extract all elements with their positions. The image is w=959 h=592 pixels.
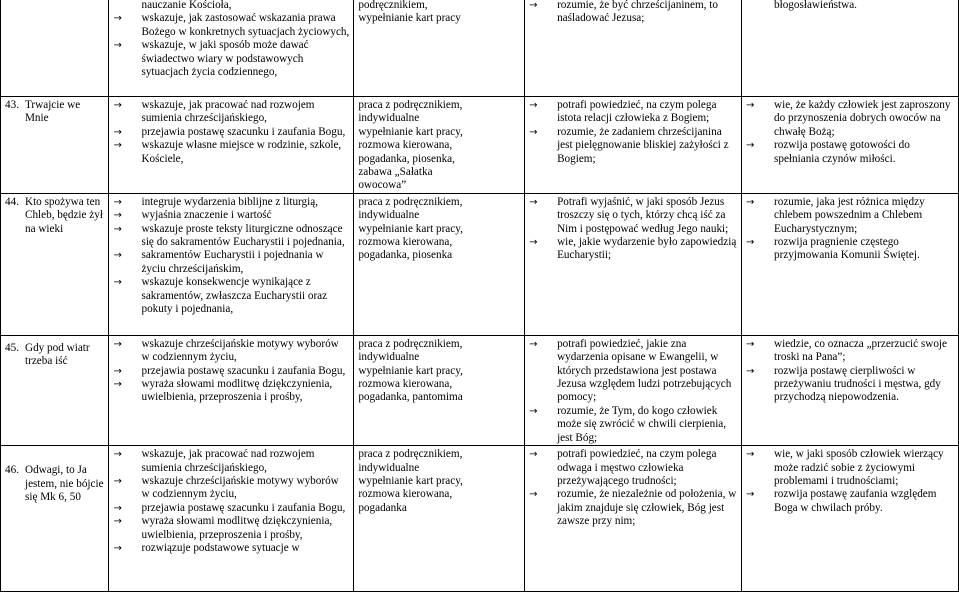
arrow-bullet-icon: → bbox=[113, 475, 122, 487]
methods-cell bbox=[354, 97, 525, 194]
bullet-text: rozwiązuje podstawowe sytuacje w bbox=[141, 541, 300, 554]
methods-cell bbox=[354, 0, 525, 97]
outcomes-cell bbox=[525, 97, 742, 194]
bullet-item bbox=[113, 448, 349, 475]
bullet-text: rozwija postawę gotowości do spełniania czynów miłości. bbox=[774, 139, 910, 165]
lesson-title: Gdy pod wiatr trzeba iść bbox=[24, 341, 90, 368]
bullet-list bbox=[113, 448, 349, 555]
bullet-item bbox=[113, 378, 349, 405]
bullet-text: wyraża słowami modlitwę dziękczynienia, uwielbienia, przeproszenia i prośby, bbox=[141, 378, 333, 404]
lesson-heading bbox=[5, 99, 104, 126]
bullet-list bbox=[113, 338, 349, 405]
bullet-list bbox=[746, 99, 954, 166]
arrow-bullet-icon: → bbox=[113, 379, 122, 391]
bullet-text: wskazuje chrześcijańskie motywy wyborów w codziennym życiu, bbox=[141, 337, 339, 364]
lesson-cell bbox=[1, 446, 109, 592]
bullet-item bbox=[529, 236, 737, 263]
bullet-list bbox=[746, 448, 954, 515]
arrow-bullet-icon: → bbox=[113, 210, 122, 222]
bullet-text: rozumie, że być chrześcijaninem, to naśladować Jezusa; bbox=[557, 0, 718, 25]
lesson-title: Trwajcie we Mnie bbox=[24, 99, 81, 125]
lesson-heading bbox=[5, 464, 104, 504]
bullet-text: rozumie, że niezależnie od położenia, w jakim znajduje się człowiek, Bóg jest zawsze przy nim; bbox=[557, 488, 737, 528]
bullet-item bbox=[113, 99, 349, 126]
bullet-list bbox=[529, 196, 737, 263]
arrow-bullet-icon: → bbox=[529, 449, 538, 461]
lesson-number: 46. bbox=[5, 464, 19, 477]
arrow-bullet-icon: → bbox=[113, 502, 122, 514]
bullet-text: wskazuje, w jaki sposób może dawać świadectwo wiary w podstawowych sytuacjach życia codziennego, bbox=[141, 39, 309, 79]
bullet-text: wiedzie, co oznacza „przerzucić swoje troski na Pana”; bbox=[774, 337, 948, 364]
arrow-bullet-icon: → bbox=[529, 405, 538, 417]
bullet-item bbox=[746, 448, 954, 488]
bullet-item bbox=[113, 0, 349, 12]
bullet-text: przejawia postawę szacunku i zaufania Bogu, bbox=[141, 501, 346, 514]
lesson-title: Odwagi, to Ja jestem, nie bójcie się Mk 6, 50 bbox=[24, 464, 104, 503]
bullet-item bbox=[113, 338, 349, 365]
bullet-list bbox=[746, 338, 954, 405]
bullet-text: integruje wydarzenia biblijne z liturgią, bbox=[141, 195, 319, 208]
objectives-cell bbox=[109, 0, 354, 97]
methods-text: praca z podręcznikiem, indywidualne wypełnianie kart pracy, rozmowa kierowana, pogadanka, pantomima bbox=[358, 337, 463, 404]
bullet-text: rozwija postawę cierpliwości w przeżywaniu trudności i męstwa, gdy przychodzą niepowodzenia. bbox=[774, 364, 941, 404]
table-row bbox=[1, 193, 959, 335]
bullet-item bbox=[529, 99, 737, 126]
bullet-item bbox=[113, 209, 349, 222]
objectives-cell bbox=[109, 97, 354, 194]
bullet-list bbox=[113, 0, 349, 79]
arrow-bullet-icon: → bbox=[529, 196, 538, 208]
table-row bbox=[1, 335, 959, 445]
bullet-item bbox=[746, 139, 954, 166]
bullet-item bbox=[113, 475, 349, 502]
bullet-item bbox=[746, 0, 954, 12]
bullet-item bbox=[529, 196, 737, 236]
bullet-item bbox=[529, 338, 737, 405]
attitudes-cell bbox=[742, 446, 959, 592]
bullet-text: wskazuje proste teksty liturgiczne odnoszące się do sakramentów Eucharystii i pojednania, bbox=[141, 222, 345, 249]
bullet-text: potrafi powiedzieć, na czym polega istota relacji człowieka z Bogiem; bbox=[557, 99, 717, 125]
bullet-text: potrafi powiedzieć, na czym polega odwaga i męstwo człowieka przeżywającego trudności; bbox=[557, 448, 717, 487]
bullet-item bbox=[529, 488, 737, 528]
bullet-list bbox=[529, 99, 737, 166]
bullet-text: wskazuje własne miejsce w rodzinie, szkole, Kościele, bbox=[141, 139, 342, 165]
attitudes-cell bbox=[742, 335, 959, 445]
methods-text: praca z podręcznikiem, indywidualne wypełnianie kart pracy, rozmowa kierowana, pogadanka, piosenka, zabawa „Sałatka owocowa” bbox=[358, 99, 463, 192]
bullet-item bbox=[113, 223, 349, 250]
bullet-list bbox=[529, 448, 737, 528]
arrow-bullet-icon: → bbox=[113, 365, 122, 377]
bullet-list bbox=[746, 196, 954, 263]
arrow-bullet-icon: → bbox=[746, 140, 755, 152]
arrow-bullet-icon: → bbox=[746, 365, 755, 377]
bullet-text: wyraża słowami modlitwę dziękczynienia, uwielbienia, przeproszenia i prośby, bbox=[141, 515, 333, 541]
lesson-number: 44. bbox=[5, 195, 19, 208]
arrow-bullet-icon: → bbox=[746, 449, 755, 461]
bullet-text: rozumie, jaka jest różnica między chlebem powszednim a Chlebem Eucharystycznym; bbox=[774, 195, 925, 235]
bullet-text: przejawia postawę szacunku i zaufania Bogu, bbox=[141, 125, 346, 138]
arrow-bullet-icon: → bbox=[113, 277, 122, 289]
arrow-bullet-icon: → bbox=[529, 100, 538, 111]
arrow-bullet-icon: → bbox=[746, 489, 755, 501]
lesson-cell bbox=[1, 335, 109, 445]
bullet-text: wyjaśnia znaczenie i wartość bbox=[141, 209, 272, 222]
bullet-list bbox=[113, 196, 349, 317]
bullet-text: wskazuje chrześcijańskie motywy wyborów w codziennym życiu, bbox=[141, 474, 339, 501]
attitudes-cell bbox=[742, 0, 959, 97]
bullet-text: wskazuje, jak pracować nad rozwojem sumienia chrześcijańskiego, bbox=[141, 99, 315, 125]
outcomes-cell bbox=[525, 446, 742, 592]
bullet-item bbox=[113, 12, 349, 39]
bullet-text: potrafi powiedzieć, jakie zna wydarzenia opisane w Ewangelii, w których przedstawiona jest postawa Jezusa względem ludzi potrzebujących pomocy; bbox=[557, 337, 732, 404]
bullet-text: rozumie, że zadaniem chrześcijanina jest pielęgnowanie bliskiej zażyłości z Bogiem; bbox=[557, 125, 729, 165]
arrow-bullet-icon: → bbox=[113, 140, 122, 152]
arrow-bullet-icon: → bbox=[113, 250, 122, 262]
bullet-list bbox=[746, 0, 954, 12]
arrow-bullet-icon: → bbox=[529, 0, 538, 11]
bullet-text: rozwija pragnienie częstego przyjmowania Komunii Świętej. bbox=[774, 236, 920, 262]
attitudes-cell bbox=[742, 193, 959, 335]
arrow-bullet-icon: → bbox=[113, 100, 122, 111]
bullet-item bbox=[746, 488, 954, 515]
objectives-cell bbox=[109, 335, 354, 445]
bullet-item bbox=[746, 365, 954, 405]
bullet-item bbox=[113, 276, 349, 316]
bullet-text: nauczanie Kościoła, bbox=[141, 0, 232, 11]
attitudes-cell bbox=[742, 97, 959, 194]
lesson-cell bbox=[1, 193, 109, 335]
methods-text: praca z podręcznikiem, indywidualne wypełnianie kart pracy, rozmowa kierowana, pogadanka, piosenka bbox=[358, 195, 463, 262]
bullet-item bbox=[746, 196, 954, 236]
bullet-text: rozumie, że Tym, do kogo człowiek może się zwrócić w chwili cierpienia, jest Bóg; bbox=[557, 404, 727, 444]
methods-cell bbox=[354, 193, 525, 335]
outcomes-cell bbox=[525, 335, 742, 445]
arrow-bullet-icon: → bbox=[113, 223, 122, 235]
bullet-text: wie, jakie wydarzenie było zapowiedzią Eucharystii; bbox=[557, 236, 737, 262]
lesson-heading bbox=[5, 342, 104, 369]
bullet-text: błogosławieństwa. bbox=[774, 0, 857, 11]
arrow-bullet-icon: → bbox=[529, 338, 538, 350]
bullet-item bbox=[113, 126, 349, 139]
bullet-item bbox=[113, 542, 349, 555]
bullet-item bbox=[529, 448, 737, 488]
arrow-bullet-icon: → bbox=[113, 13, 122, 25]
table-row bbox=[1, 446, 959, 592]
bullet-item bbox=[746, 99, 954, 139]
lesson-number: 43. bbox=[5, 99, 19, 111]
objectives-cell bbox=[109, 446, 354, 592]
bullet-text: przejawia postawę szacunku i zaufania Bogu, bbox=[141, 364, 346, 377]
lesson-title: Kto spożywa ten Chleb, będzie żył na wieki bbox=[24, 195, 103, 235]
bullet-list bbox=[529, 0, 737, 26]
bullet-text: sakramentów Eucharystii i pojednania w życiu chrześcijańskim, bbox=[141, 249, 324, 275]
bullet-text: wie, w jaki sposób człowiek wierzący może radzić sobie z życiowymi problemami i trudnościami; bbox=[774, 448, 944, 487]
arrow-bullet-icon: → bbox=[529, 237, 538, 249]
arrow-bullet-icon: → bbox=[746, 338, 755, 350]
lesson-cell bbox=[1, 0, 109, 97]
arrow-bullet-icon: → bbox=[746, 100, 755, 111]
bullet-text: Potrafi wyjaśnić, w jaki sposób Jezus troszczy się o tych, którzy chcą iść za Nim i postępować według Jego nauki; bbox=[557, 195, 729, 235]
curriculum-table-body bbox=[1, 0, 959, 592]
table-row bbox=[1, 0, 959, 97]
methods-text: praca z podręcznikiem, indywidualne wypełnianie kart pracy, rozmowa kierowana, pogadanka bbox=[358, 448, 463, 514]
arrow-bullet-icon: → bbox=[113, 516, 122, 528]
lesson-heading bbox=[5, 196, 104, 236]
methods-cell bbox=[354, 335, 525, 445]
arrow-bullet-icon: → bbox=[746, 237, 755, 249]
arrow-bullet-icon: → bbox=[529, 489, 538, 501]
objectives-cell bbox=[109, 193, 354, 335]
bullet-text: wskazuje, jak zastosować wskazania prawa Bożego w konkretnych sytuacjach życiowych, bbox=[141, 12, 350, 38]
lesson-cell bbox=[1, 97, 109, 194]
lesson-number: 45. bbox=[5, 341, 19, 354]
bullet-text: rozwija postawę zaufania względem Boga w chwilach próby. bbox=[774, 488, 937, 514]
bullet-item bbox=[113, 502, 349, 515]
bullet-item bbox=[746, 338, 954, 365]
bullet-item bbox=[529, 405, 737, 445]
table-row bbox=[1, 97, 959, 194]
arrow-bullet-icon: → bbox=[113, 542, 122, 554]
bullet-item bbox=[113, 365, 349, 378]
arrow-bullet-icon: → bbox=[113, 126, 122, 138]
bullet-item bbox=[113, 196, 349, 209]
arrow-bullet-icon: → bbox=[746, 196, 755, 208]
methods-text: podręcznikiem, wypełnianie kart pracy bbox=[358, 0, 461, 25]
bullet-item bbox=[113, 249, 349, 276]
bullet-item bbox=[113, 139, 349, 166]
bullet-list bbox=[113, 99, 349, 166]
bullet-text: wskazuje konsekwencje wynikające z sakramentów, zwłaszcza Eucharystii oraz pokuty i pojednania, bbox=[141, 276, 328, 316]
bullet-list bbox=[529, 338, 737, 445]
arrow-bullet-icon: → bbox=[529, 126, 538, 138]
arrow-bullet-icon: → bbox=[113, 196, 122, 208]
bullet-text: wie, że każdy człowiek jest zaproszony do przynoszenia dobrych owoców na chwałę Bożą; bbox=[774, 99, 951, 138]
arrow-bullet-icon: → bbox=[113, 338, 122, 350]
bullet-item bbox=[746, 236, 954, 263]
bullet-item bbox=[113, 39, 349, 79]
bullet-item bbox=[529, 126, 737, 166]
bullet-item bbox=[113, 515, 349, 542]
arrow-bullet-icon: → bbox=[113, 449, 122, 461]
outcomes-cell bbox=[525, 193, 742, 335]
methods-cell bbox=[354, 446, 525, 592]
bullet-item bbox=[529, 0, 737, 26]
bullet-text: wskazuje, jak pracować nad rozwojem sumienia chrześcijańskiego, bbox=[141, 448, 315, 474]
arrow-bullet-icon: → bbox=[113, 40, 122, 52]
outcomes-cell bbox=[525, 0, 742, 97]
